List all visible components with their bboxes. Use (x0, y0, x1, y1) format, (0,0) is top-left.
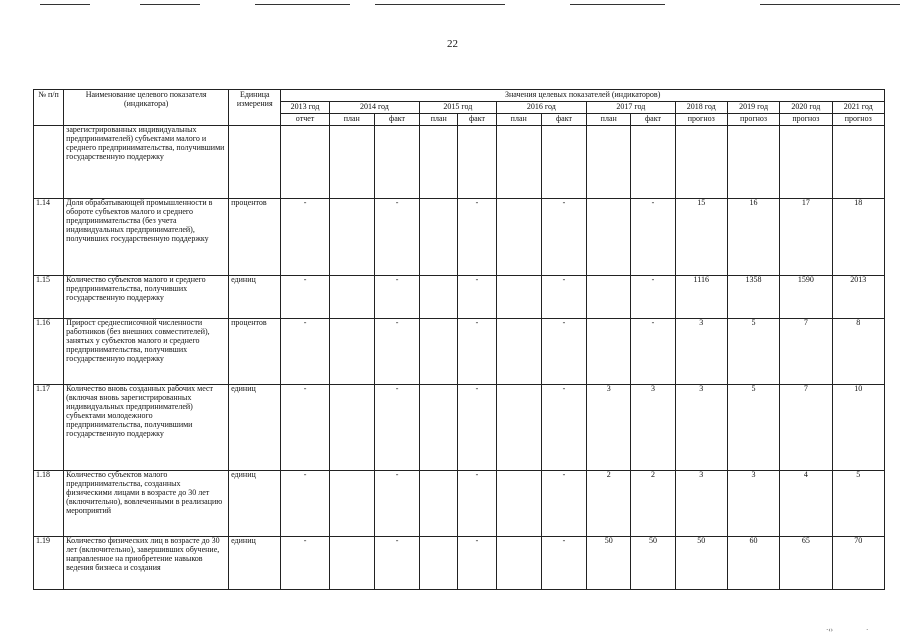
row-number-cell: 1.14 (34, 198, 64, 275)
year-header: 2014 год (329, 101, 420, 113)
sub-header: прогноз (780, 113, 832, 125)
row-number-cell: 1.19 (34, 536, 64, 589)
value-cell (587, 275, 631, 318)
sub-header: прогноз (675, 113, 727, 125)
year-header: 2019 год (727, 101, 779, 113)
value-cell: - (631, 275, 675, 318)
value-cell: 7 (780, 384, 832, 470)
col-num-header: № п/п (34, 90, 64, 126)
value-cell: - (374, 384, 419, 470)
row-number-cell: 1.17 (34, 384, 64, 470)
unit-cell: единиц (229, 384, 281, 470)
value-cell: 1116 (675, 275, 727, 318)
value-cell: 5 (727, 318, 779, 384)
table-row (34, 275, 885, 318)
sub-header: план (587, 113, 631, 125)
value-cell: 3 (631, 384, 675, 470)
value-cell: 10 (832, 384, 885, 470)
table-row (34, 470, 885, 536)
year-header: 2016 год (496, 101, 587, 113)
value-cell: 50 (631, 536, 675, 589)
value-cell (281, 125, 329, 198)
header-row-1 (34, 90, 885, 102)
value-cell: - (458, 536, 496, 589)
value-cell (420, 536, 458, 589)
value-cell: 2013 (832, 275, 885, 318)
value-cell: 65 (780, 536, 832, 589)
value-cell: - (281, 198, 329, 275)
value-cell (420, 275, 458, 318)
col-name-header: Наименование целевого показателя (индикатора) (64, 90, 229, 126)
value-cell (587, 198, 631, 275)
value-cell (780, 125, 832, 198)
unit-cell (229, 125, 281, 198)
value-cell: - (374, 318, 419, 384)
value-cell: - (631, 198, 675, 275)
value-cell: - (541, 275, 586, 318)
value-cell: 15 (675, 198, 727, 275)
value-cell: - (458, 198, 496, 275)
value-cell (727, 125, 779, 198)
value-cell: 1590 (780, 275, 832, 318)
value-cell: - (374, 470, 419, 536)
unit-cell: единиц (229, 275, 281, 318)
sub-header: план (420, 113, 458, 125)
value-cell: 5 (832, 470, 885, 536)
year-header: 2018 год (675, 101, 727, 113)
value-cell: - (458, 275, 496, 318)
year-header: 2021 год (832, 101, 885, 113)
value-cell (420, 198, 458, 275)
footer-mark: ·‹› (826, 626, 833, 634)
year-header: 2017 год (587, 101, 676, 113)
value-cell: - (374, 536, 419, 589)
value-cell: 7 (780, 318, 832, 384)
sub-header: план (329, 113, 374, 125)
value-cell: - (281, 470, 329, 536)
value-cell: - (281, 384, 329, 470)
table-row (34, 198, 885, 275)
year-header: 2020 год (780, 101, 832, 113)
value-cell (329, 536, 374, 589)
footer-mark: · (866, 626, 869, 634)
value-cell: 18 (832, 198, 885, 275)
value-cell: 16 (727, 198, 779, 275)
value-cell (458, 125, 496, 198)
value-cell (420, 384, 458, 470)
indicator-name-cell: Количество физических лиц в возрасте до 30 лет (включительно), завершивших обучение, направленное на приобретение навыков ведения бизнеса и создания (64, 536, 229, 589)
sub-header: факт (374, 113, 419, 125)
indicator-name-cell: Количество вновь созданных рабочих мест (включая вновь зарегистрированных индивидуальных предпринимателей) субъектами молодежного предпринимательства, получившими государственную поддержку (64, 384, 229, 470)
col-unit-header: Единица измерения (229, 90, 281, 126)
value-cell: 3 (727, 470, 779, 536)
indicators-table (33, 89, 885, 590)
row-number-cell: 1.16 (34, 318, 64, 384)
value-cell: 2 (587, 470, 631, 536)
year-header: 2013 год (281, 101, 329, 113)
value-cell: 4 (780, 470, 832, 536)
value-cell: 50 (587, 536, 631, 589)
value-cell: 3 (675, 318, 727, 384)
sub-header: план (496, 113, 541, 125)
value-cell (832, 125, 885, 198)
sub-header: прогноз (832, 113, 885, 125)
value-cell: - (458, 384, 496, 470)
sub-header: факт (541, 113, 586, 125)
value-cell: 5 (727, 384, 779, 470)
value-cell (496, 384, 541, 470)
value-cell (420, 125, 458, 198)
value-cell: - (541, 536, 586, 589)
value-cell (329, 125, 374, 198)
unit-cell: процентов (229, 318, 281, 384)
row-number-cell: 1.18 (34, 470, 64, 536)
value-cell: 8 (832, 318, 885, 384)
value-cell (496, 275, 541, 318)
year-header: 2015 год (420, 101, 496, 113)
sub-header: отчет (281, 113, 329, 125)
value-cell (496, 318, 541, 384)
value-cell (587, 318, 631, 384)
value-cell (374, 125, 419, 198)
value-cell: 1358 (727, 275, 779, 318)
value-cell: - (374, 275, 419, 318)
value-cell: - (281, 275, 329, 318)
value-cell (496, 198, 541, 275)
indicator-name-cell: Прирост среднесписочной численности работников (без внешних совместителей), занятых у субъектов малого и среднего предпринимательства, получивших государственную поддержку (64, 318, 229, 384)
value-cell: 3 (675, 384, 727, 470)
value-cell: 2 (631, 470, 675, 536)
value-cell: 3 (587, 384, 631, 470)
sub-header: факт (631, 113, 675, 125)
values-group-header: Значения целевых показателей (индикаторов) (281, 90, 885, 102)
value-cell: - (374, 198, 419, 275)
row-number-cell: 1.15 (34, 275, 64, 318)
unit-cell: единиц (229, 470, 281, 536)
value-cell: - (631, 318, 675, 384)
value-cell: - (541, 318, 586, 384)
value-cell (329, 318, 374, 384)
unit-cell: единиц (229, 536, 281, 589)
value-cell: - (281, 536, 329, 589)
table-row (34, 536, 885, 589)
value-cell (420, 318, 458, 384)
indicator-name-cell: Количество субъектов малого предпринимательства, созданных физическими лицами в возрасте до 30 лет (включительно), вовлеченными в реализацию мероприятий (64, 470, 229, 536)
value-cell: - (541, 198, 586, 275)
page-number: 22 (447, 38, 458, 50)
value-cell (496, 125, 541, 198)
value-cell (631, 125, 675, 198)
table-row (34, 125, 885, 198)
value-cell (329, 470, 374, 536)
value-cell (329, 384, 374, 470)
value-cell (496, 536, 541, 589)
value-cell: - (458, 470, 496, 536)
unit-cell: процентов (229, 198, 281, 275)
table-row (34, 318, 885, 384)
value-cell: 17 (780, 198, 832, 275)
value-cell: 3 (675, 470, 727, 536)
indicator-name-cell: Доля обрабатывающей промышленности в обороте субъектов малого и среднего предпринимательства (без учета индивидуальных предпринимателей), получивших государственную поддержку (64, 198, 229, 275)
value-cell: - (281, 318, 329, 384)
value-cell (420, 470, 458, 536)
indicator-name-cell: Количество субъектов малого и среднего предпринимательства, получивших государственную поддержку (64, 275, 229, 318)
value-cell (675, 125, 727, 198)
value-cell: - (541, 384, 586, 470)
value-cell: 60 (727, 536, 779, 589)
sub-header: факт (458, 113, 496, 125)
value-cell: 70 (832, 536, 885, 589)
table-row (34, 384, 885, 470)
value-cell: - (458, 318, 496, 384)
value-cell (587, 125, 631, 198)
indicator-name-cell: зарегистрированных индивидуальных предпринимателей) субъектами малого и среднего предпринимательства, получившими государственную поддержку (64, 125, 229, 198)
value-cell (496, 470, 541, 536)
value-cell (329, 198, 374, 275)
row-number-cell (34, 125, 64, 198)
value-cell: - (541, 470, 586, 536)
value-cell: 50 (675, 536, 727, 589)
value-cell (541, 125, 586, 198)
value-cell (329, 275, 374, 318)
sub-header: прогноз (727, 113, 779, 125)
